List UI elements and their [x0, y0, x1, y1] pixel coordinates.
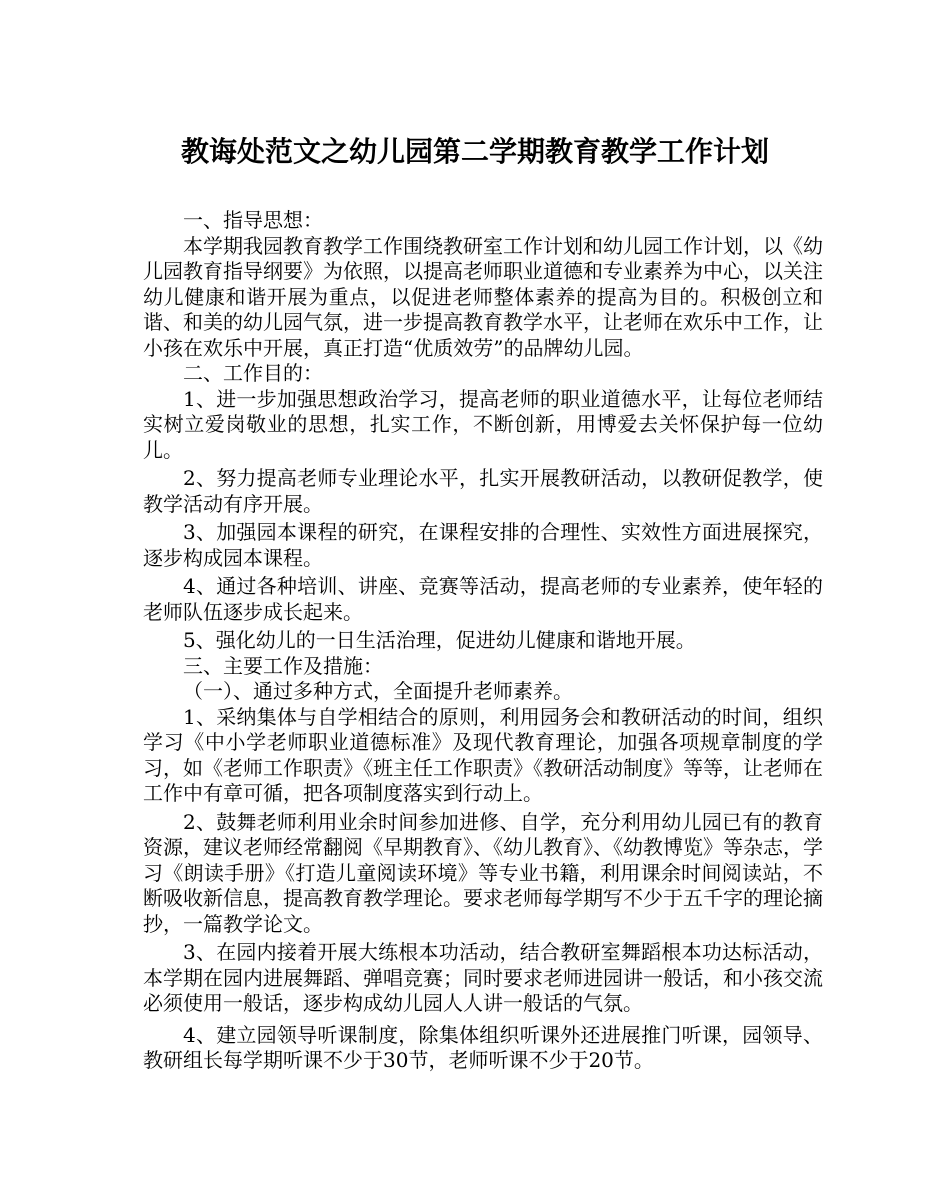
measure-item-2: 2、鼓舞老师利用业余时间参加进修、自学，充分利用幼儿园已有的教育资源，建议老师经常翻阅《早期教育》、《幼儿教育》、《幼教博览》等杂志，学习《朗读手册》《打造儿童阅读环境》等专业书籍，利用课余时间阅读站，不断吸收新信息，提高教育教学理论。要求老师每学期写不少于五千字的理论摘抄，一篇教学论文。 [143, 809, 823, 936]
measure-item-1: 1、采纳集体与自学相结合的原则，利用园务会和教研活动的时间，组织学习《中小学老师职业道德标准》及现代教育理论，加强各项规章制度的学习，如《老师工作职责》《班主任工作职责》《教研活动制度》等等，让老师在工作中有章可循，把各项制度落实到行动上。 [143, 704, 823, 805]
goal-item-5: 5、强化幼儿的一日生活治理，促进幼儿健康和谐地开展。 [183, 628, 696, 652]
section-heading-work-goals: 二、工作目的： [183, 361, 323, 385]
section-heading-guiding-thought: 一、指导思想： [183, 208, 323, 232]
goal-item-2: 2、努力提高老师专业理论水平，扎实开展教研活动，以教研促教学，使教学活动有序开展。 [143, 466, 823, 516]
goal-item-3: 3、加强园本课程的研究，在课程安排的合理性、实效性方面进展探究，逐步构成园本课程。 [143, 520, 823, 570]
measure-item-3: 3、在园内接着开展大练根本功活动，结合教研室舞蹈根本功达标活动，本学期在园内进展舞蹈、弹唱竞赛；同时要求老师进园讲一般话，和小孩交流必须使用一般话，逐步构成幼儿园人人讲一般话的气氛。 [143, 940, 823, 1015]
document-title: 教诲处范文之幼儿园第二学期教育教学工作计划 [180, 135, 769, 168]
subsection-heading-1: （一）、通过多种方式，全面提升老师素养。 [183, 679, 573, 703]
measure-item-4: 4、建立园领导听课制度，除集体组织听课外还进展推门听课，园领导、教研组长每学期听课不少于30节，老师听课不少于20节。 [143, 1022, 823, 1072]
goal-item-4: 4、通过各种培训、讲座、竞赛等活动，提高老师的专业素养，使年轻的老师队伍逐步成长起来。 [143, 574, 823, 624]
document-body [143, 208, 823, 1074]
goal-item-1: 1、进一步加强思想政治学习，提高老师的职业道德水平，让每位老师结实树立爱岗敬业的思想，扎实工作，不断创新，用博爱去关怀保护每一位幼儿。 [143, 386, 823, 462]
paragraph-guiding-thought: 本学期我园教育教学工作围绕教研室工作计划和幼儿园工作计划，以《幼儿园教育指导纲要》为依照，以提高老师职业道德和专业素养为中心，以关注幼儿健康和谐开展为重点，以促进老师整体素养的提高为目的。积极创立和谐、和美的幼儿园气氛，进一步提高教育教学水平，让老师在欢乐中工作，让小孩在欢乐中开展，真正打造“优质效劳”的品牌幼儿园。 [143, 233, 823, 360]
section-heading-main-work: 三、主要工作及措施： [183, 653, 383, 678]
